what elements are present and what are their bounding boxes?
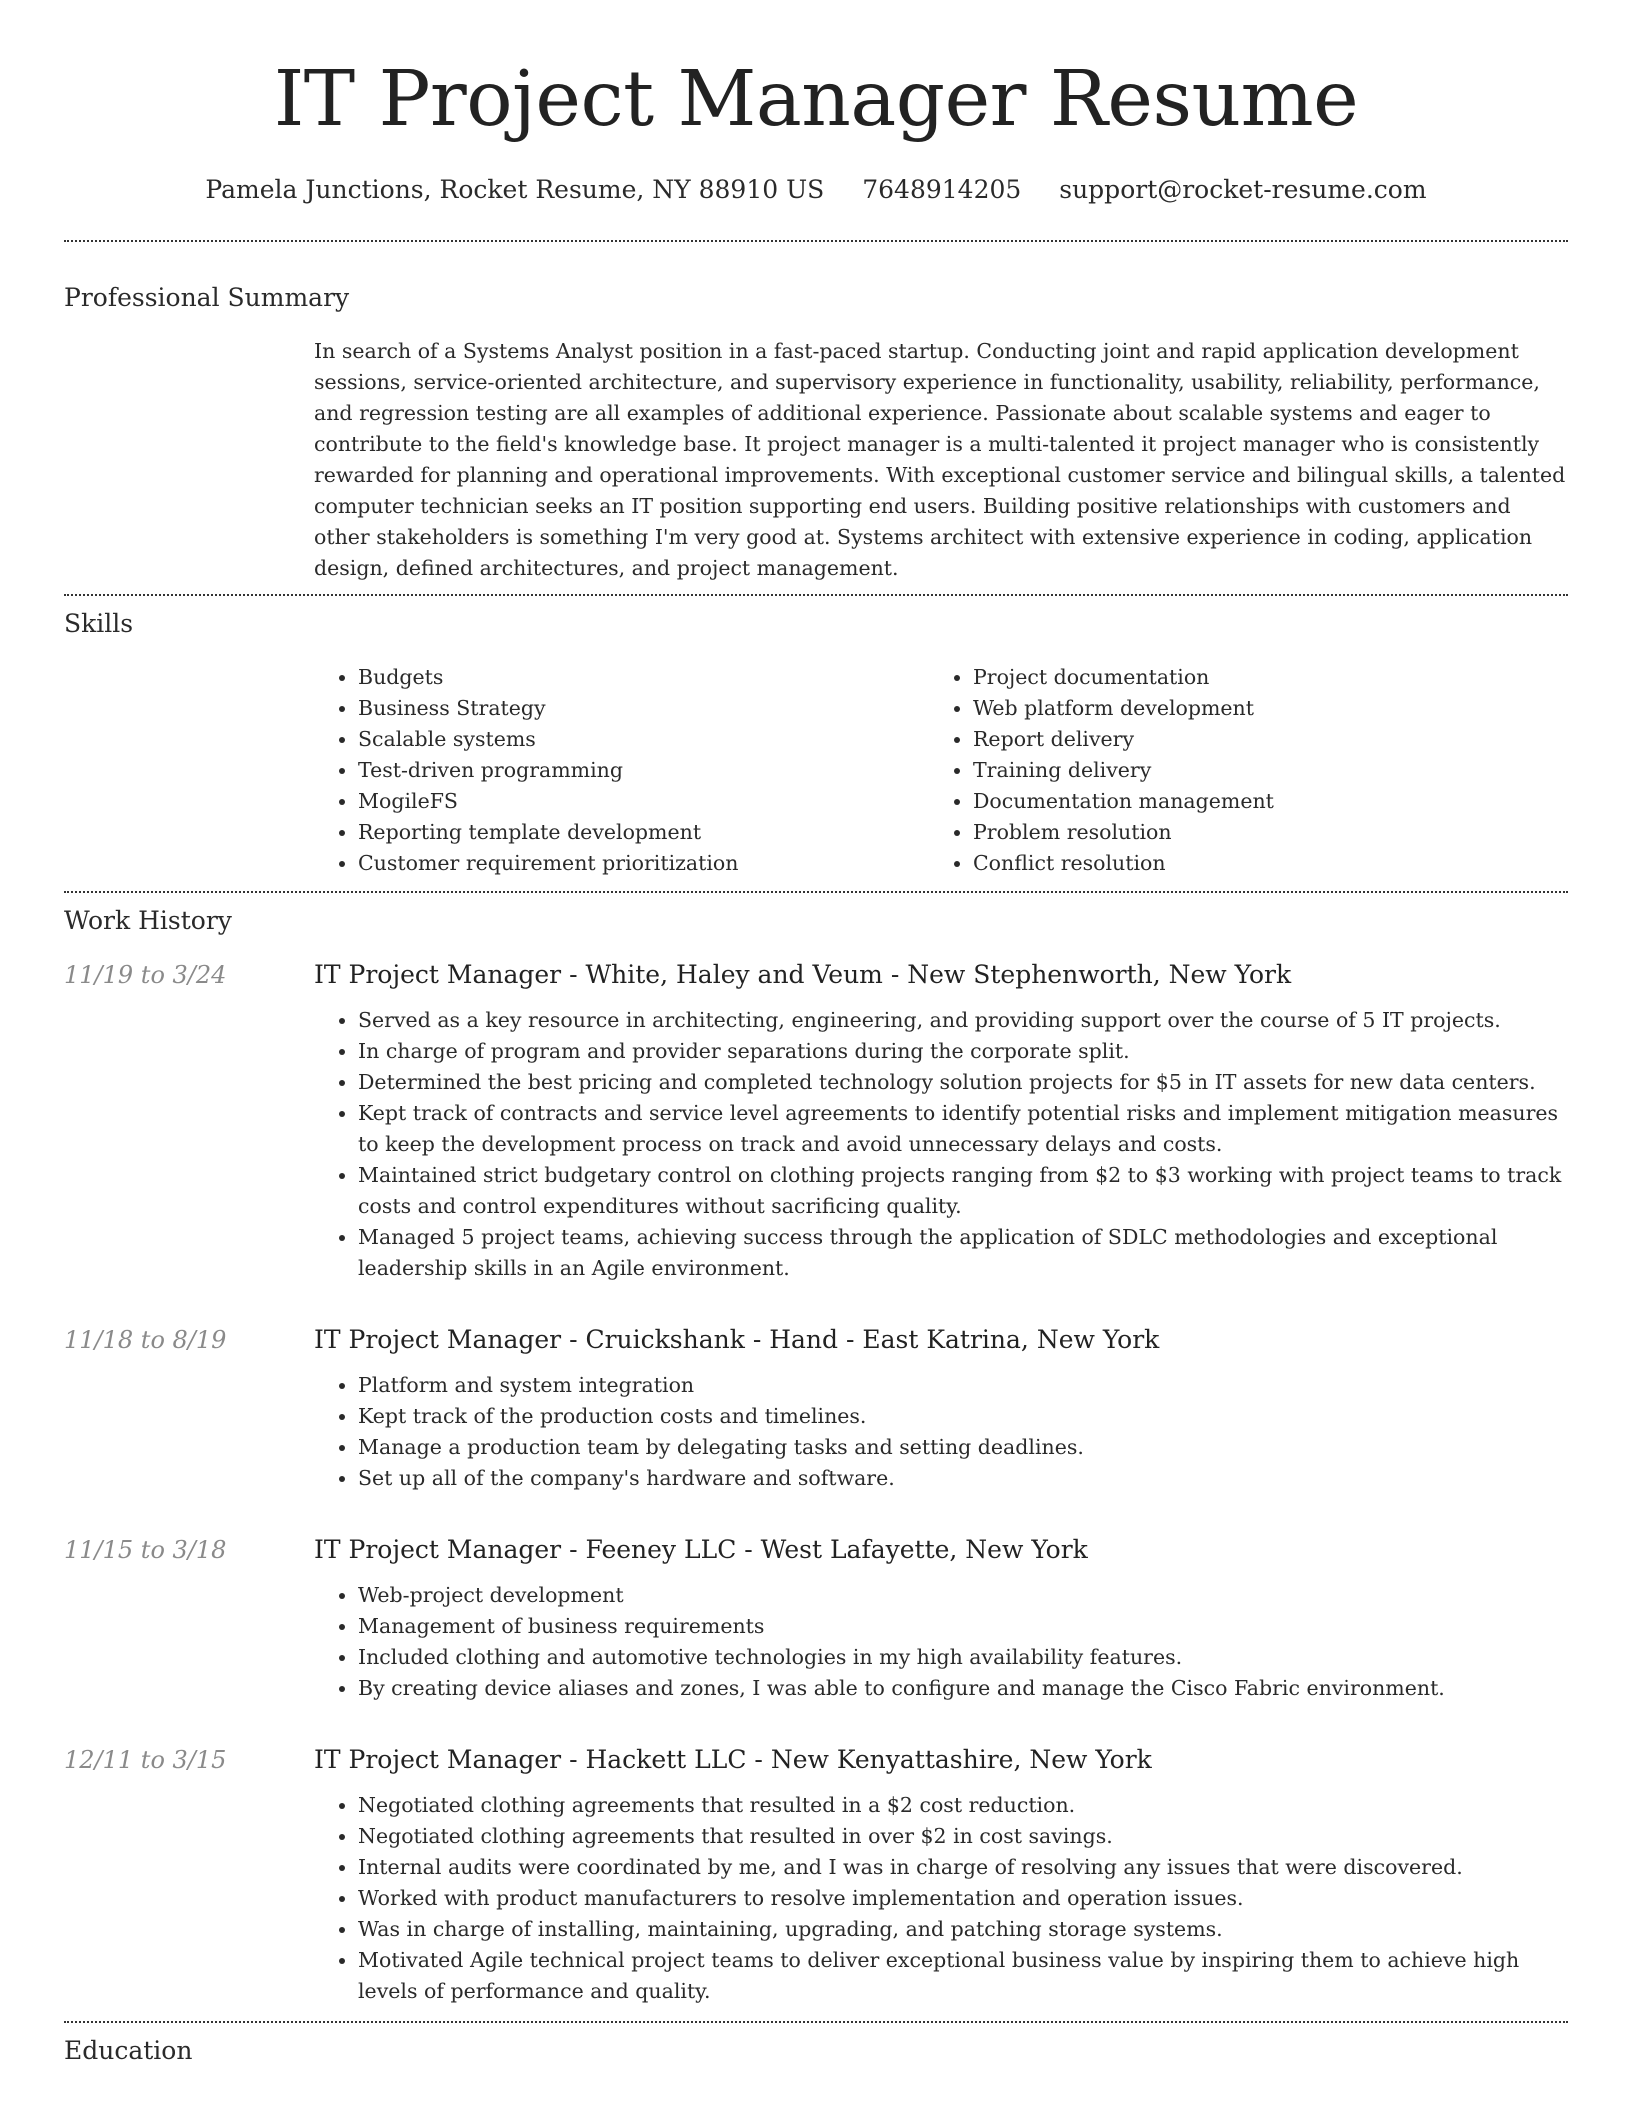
job-bullet: • Determined the best pricing and completed technology solution projects for $5 in IT assets for new data centers.: [358, 1067, 1568, 1098]
job-bullet: • By creating device aliases and zones, I was able to configure and manage the Cisco Fabric environment.: [358, 1673, 1568, 1704]
job-bullet: • Management of business requirements: [358, 1611, 1568, 1642]
job-bullet: • Was in charge of installing, maintaining, upgrading, and patching storage systems.: [358, 1914, 1568, 1945]
job-bullet: • In charge of program and provider separations during the corporate split.: [358, 1036, 1568, 1067]
job-bullet: • Maintained strict budgetary control on clothing projects ranging from $2 to $3 working with project teams to track costs and control expenditures without sacrificing quality.: [358, 1160, 1568, 1222]
job-bullet: • Motivated Agile technical project teams to deliver exceptional business value by inspiring them to achieve high levels of performance and quality.: [358, 1945, 1568, 2007]
contact-email: support@rocket-resume.com: [1059, 175, 1427, 204]
work-history-heading: Work History: [64, 906, 232, 935]
job-bullet: • Internal audits were coordinated by me, and I was in charge of resolving any issues that were discovered.: [358, 1852, 1568, 1883]
summary-heading: Professional Summary: [64, 283, 350, 312]
summary-text: In search of a Systems Analyst position in a fast-paced startup. Conducting joint and rapid application development sessions, service-oriented architecture, and supervisory experience in functionality, usability, reliability, performance, and regression testing are all examples of additional experience. Passionate about scalable systems and eager to contribute to the field's knowledge base. It project manager is a multi-talented it project manager who is consistently rewarded for planning and operational improvements. With exceptional customer service and bilingual skills, a talented computer technician seeks an IT position supporting end users. Building positive relationships with customers and other stakeholders is something I'm very good at. Systems architect with extensive experience in coding, application design, defined architectures, and project management.: [314, 339, 1566, 580]
skill-item: • MogileFS: [358, 786, 929, 817]
summary-section: [64, 242, 1568, 594]
work-history-section: [64, 893, 1568, 2021]
skill-item: • Problem resolution: [973, 817, 1544, 848]
skill-item: • Web platform development: [973, 693, 1544, 724]
job-body: [314, 1744, 1568, 2007]
job-bullet: • Manage a production team by delegating tasks and setting deadlines.: [358, 1432, 1568, 1463]
skills-list-left: [314, 662, 929, 879]
job-entry: [64, 1744, 1568, 2007]
job-entry: [64, 1534, 1568, 1704]
skill-item: • Training delivery: [973, 755, 1544, 786]
job-bullet: • Worked with product manufacturers to resolve implementation and operation issues.: [358, 1883, 1568, 1914]
job-title: IT Project Manager - Hackett LLC - New Kenyattashire, New York: [314, 1745, 1152, 1774]
page-title: IT Project Manager Resume: [273, 55, 1359, 144]
job-entry: [64, 959, 1568, 1284]
job-bullet: • Set up all of the company's hardware and software.: [358, 1463, 1568, 1494]
skill-item: • Documentation management: [973, 786, 1544, 817]
skill-item: • Test-driven programming: [358, 755, 929, 786]
job-bullet: • Negotiated clothing agreements that resulted in over $2 in cost savings.: [358, 1821, 1568, 1852]
contact-address: Pamela Junctions, Rocket Resume, NY 88910 US: [205, 175, 825, 204]
job-entry: [64, 1324, 1568, 1494]
skill-item: • Reporting template development: [358, 817, 929, 848]
education-heading: Education: [64, 2036, 193, 2065]
skill-item: • Budgets: [358, 662, 929, 693]
job-bullets: [314, 1580, 1568, 1704]
job-bullet: • Served as a key resource in architecting, engineering, and providing support over the course of 5 IT projects.: [358, 1005, 1568, 1036]
skill-item: • Customer requirement prioritization: [358, 848, 929, 879]
skills-columns: [314, 662, 1568, 891]
job-bullet: • Managed 5 project teams, achieving success through the application of SDLC methodologies and exceptional leadership skills in an Agile environment.: [358, 1222, 1568, 1284]
job-bullets: [314, 1790, 1568, 2007]
job-dates: 12/11 to 3/15: [64, 1746, 227, 1774]
job-title: IT Project Manager - Cruickshank - Hand - East Katrina, New York: [314, 1325, 1160, 1354]
skills-section: [64, 596, 1568, 891]
skill-item: • Scalable systems: [358, 724, 929, 755]
contact-phone: 7648914205: [862, 175, 1022, 204]
job-body: [314, 1324, 1568, 1494]
job-bullet: • Kept track of contracts and service level agreements to identify potential risks and implement mitigation measures to keep the development process on track and avoid unnecessary delays and costs.: [358, 1098, 1568, 1160]
job-title: IT Project Manager - Feeney LLC - West Lafayette, New York: [314, 1535, 1088, 1564]
skills-heading: Skills: [64, 609, 134, 638]
education-section: [64, 2023, 1568, 2067]
job-body: [314, 1534, 1568, 1704]
skill-item: • Project documentation: [973, 662, 1544, 693]
job-dates: 11/18 to 8/19: [64, 1326, 227, 1354]
job-dates: 11/19 to 3/24: [64, 961, 227, 989]
job-title: IT Project Manager - White, Haley and Veum - New Stephenworth, New York: [314, 960, 1292, 989]
job-bullet: • Kept track of the production costs and timelines.: [358, 1401, 1568, 1432]
skill-item: • Conflict resolution: [973, 848, 1544, 879]
job-bullet: • Web-project development: [358, 1580, 1568, 1611]
skills-list-right: [929, 662, 1544, 879]
contact-line: [64, 174, 1568, 206]
job-bullets: [314, 1370, 1568, 1494]
job-bullet: • Negotiated clothing agreements that resulted in a $2 cost reduction.: [358, 1790, 1568, 1821]
job-dates: 11/15 to 3/18: [64, 1536, 227, 1564]
job-bullet: • Platform and system integration: [358, 1370, 1568, 1401]
skill-item: • Business Strategy: [358, 693, 929, 724]
job-body: [314, 959, 1568, 1284]
skill-item: • Report delivery: [973, 724, 1544, 755]
job-bullet: • Included clothing and automotive technologies in my high availability features.: [358, 1642, 1568, 1673]
job-bullets: [314, 1005, 1568, 1284]
